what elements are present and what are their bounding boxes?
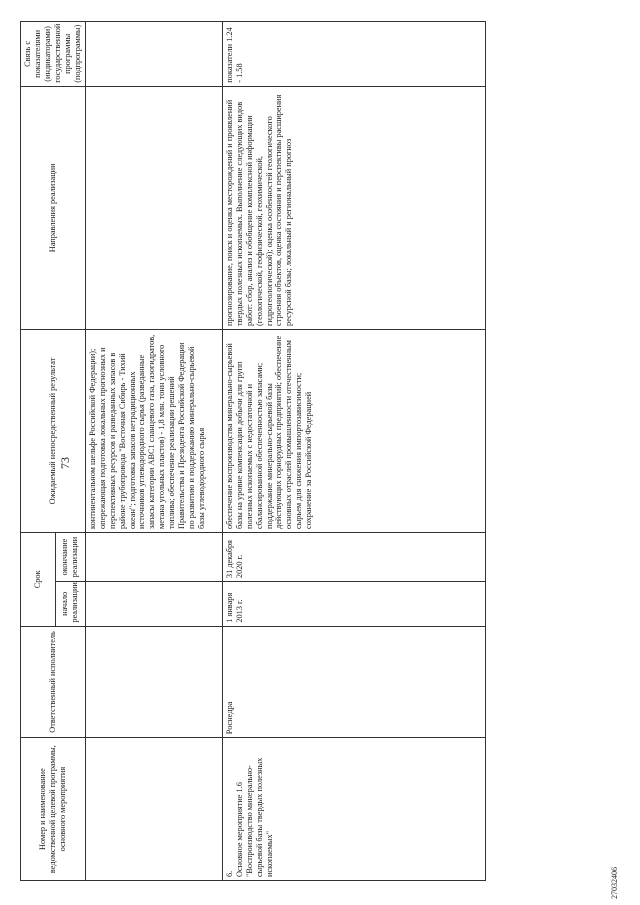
page-number: 73 (58, 457, 72, 469)
document-id: 27032406 (610, 867, 619, 899)
program-table (20, 21, 486, 881)
cell-activity-name (222, 738, 485, 881)
header-result: Ожидаемый непосредственный результат (21, 329, 86, 532)
cell-executor: Роснедра (222, 626, 485, 738)
activity-name: Основное мероприятие 1.6 "Воспроизводство минерально-сырьевой базы твердых полезных ископаемых" (234, 757, 274, 877)
cell-start: 1 января 2013 г. (222, 582, 485, 627)
cell-empty (85, 532, 222, 581)
header-row (21, 22, 56, 881)
header-indicators: Связь с показателями (индикаторами) государственной программы (подпрограммы) (21, 22, 86, 87)
row-number: 6. (224, 870, 234, 877)
cell-result: обеспечение воспроизводства минерально-сырьевой базы на уровне компенсации добычи для групп полезных ископаемых с недостаточной и сбалансированной обеспеченностью запасами; поддержание минерально-сырьевой базы действующих горнорудных предприятий; обеспечение основных отраслей промышленности отечественным сырьем для снижения импортозависимости; сохранение за Российской Федерацией (222, 329, 485, 532)
table-row-6 (222, 22, 485, 881)
cell-indicators: показатели 1.24 - 1.58 (222, 22, 485, 87)
cell-empty (85, 626, 222, 738)
header-term: Срок (21, 532, 56, 626)
header-program: Номер и наименование ведомственной целевой программы, основного мероприятия (21, 738, 86, 881)
header-directions: Направления реализации (21, 86, 86, 329)
cell-end: 31 декабря 2020 г. (222, 532, 485, 581)
cell-directions: прогнозирование, поиск и оценка месторождений и проявлений твердых полезных ископаемых. Выполнение следующих видов работ: сбор, анализ и обобщение комплексной информации (геологической, геофизической, геохимической, гидрогеологической); оценка особенностей геологического строения объектов, оценка состояния и перспективы расширения ресурсной базы; локальный и региональный прогноз (222, 86, 485, 329)
header-start: начало реализации (55, 582, 85, 627)
cell-empty (85, 22, 222, 87)
header-executor: Ответственный исполнитель (21, 626, 86, 738)
header-end: окончание реализации (55, 532, 85, 581)
cell-empty (85, 738, 222, 881)
cell-result-continuation: континентальном шельфе Российской Федерации); опережающая подготовка локальных прогнозных и перспективных ресурсов и разведанных запасов в районе трубопровода "Восточная Сибирь - Тихий океан"; подготовка запасов нетрадиционных источников углеводородного сырья (разведанные запасы категории АВС1 сланцевого газа, газогидратов, метана угольных пластов) - 1,8 млн. тонн условного топлива; обеспечение реализации решений Правительства и Президента Российской Федерации по развитию и поддержанию минерально-сырьевой базы углеводородного сырья (85, 329, 222, 532)
cell-empty (85, 86, 222, 329)
cell-empty (85, 582, 222, 627)
table-row-continuation (85, 22, 222, 881)
